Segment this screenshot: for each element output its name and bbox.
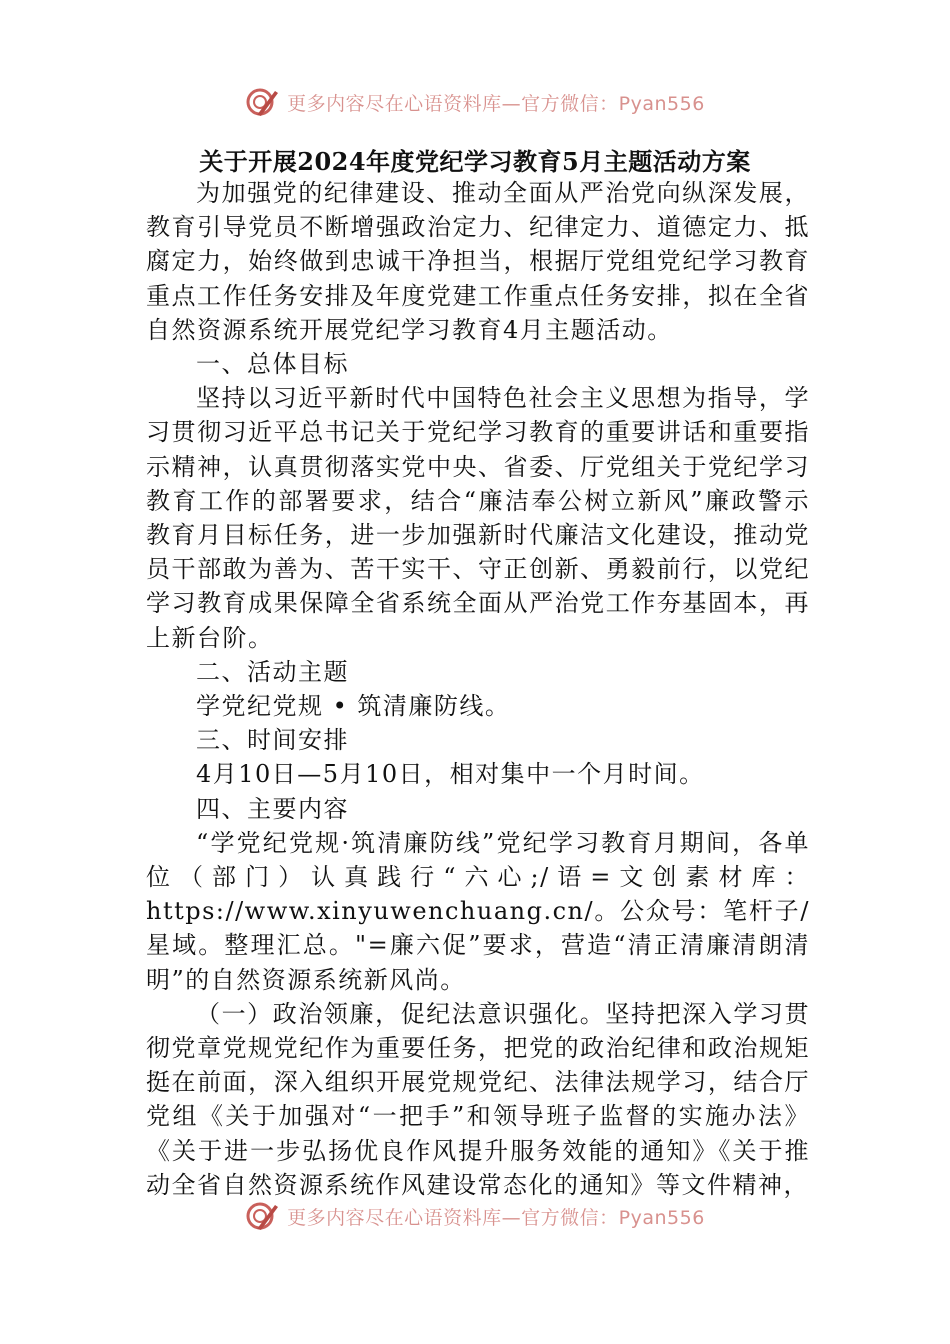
schedule-paragraph: 4月10日—5月10日，相对集中一个月时间。 (196, 760, 705, 789)
theme-paragraph: 学党纪党规 • 筑清廉防线。 (196, 692, 511, 721)
goals-paragraph: 坚持以习近平新时代中国特色社会主义思想为指导，学习贯彻习近平总书记关于党纪学习教育的重要讲话和重要指示精神，认真贯彻落实党中央、省委、厅党组关于党纪学习教育工作的部署要求，结合“廉洁奉公树立新风”廉政警示教育月目标任务，进一步加强新时代廉洁文化建设，推动党员干部敢为善为、苦干实干、守正创新、勇毅前行，以党纪学习教育成果保障全省系统全面从严治党工作夯基固本，再上新台阶。 (146, 384, 810, 652)
pen-logo-icon (245, 85, 279, 119)
document-title: 关于开展2024年度党纪学习教育5月主题活动方案 (199, 147, 751, 176)
section-heading-schedule: 三、时间安排 (196, 726, 349, 755)
watermark-banner-top (0, 80, 950, 124)
subsection-paragraph: （一）政治领廉，促纪法意识强化。坚持把深入学习贯彻党章党规党纪作为重要任务，把党的政治纪律和政治规矩挺在前面，深入组织开展党规党纪、法律法规学习，结合厅党组《关于加强对“一把手”和领导班子监督的实施办法》《关于进一步弘扬优良作风提升服务效能的通知》《关于推动全省自然资源系统作风建设常态化的通知》等文件精神， (146, 999, 810, 1199)
document-body (146, 176, 810, 1199)
intro-paragraph: 为加强党的纪律建设、推动全面从严治党向纵深发展，教育引导党员不断增强政治定力、纪律定力、道德定力、抵腐定力，始终做到忠诚干净担当，根据厅党组党纪学习教育重点工作任务安排及年度党建工作重点任务安排，拟在全省自然资源系统开展党纪学习教育4月主题活动。 (146, 179, 810, 344)
pen-logo-icon (245, 1199, 279, 1233)
section-heading-goals: 一、总体目标 (196, 350, 349, 379)
section-heading-content: 四、主要内容 (196, 794, 349, 823)
watermark-text: 更多内容尽在心语资料库—官方微信：Pyan556 (287, 1206, 705, 1229)
section-heading-theme: 二、活动主题 (196, 657, 349, 686)
content-paragraph: “学党纪党规·筑清廉防线”党纪学习教育月期间，各单位（部门）认真践行“六心;/语=文创素材库：https://www.xinyuwenchuang.cn/。公众号：笔杆子/星域。整理汇总。"=廉六促”要求，营造“清正清廉清朗清明”的自然资源系统新风尚。 (146, 828, 810, 994)
watermark-banner-bottom (0, 1202, 950, 1242)
watermark-text: 更多内容尽在心语资料库—官方微信：Pyan556 (287, 92, 705, 115)
